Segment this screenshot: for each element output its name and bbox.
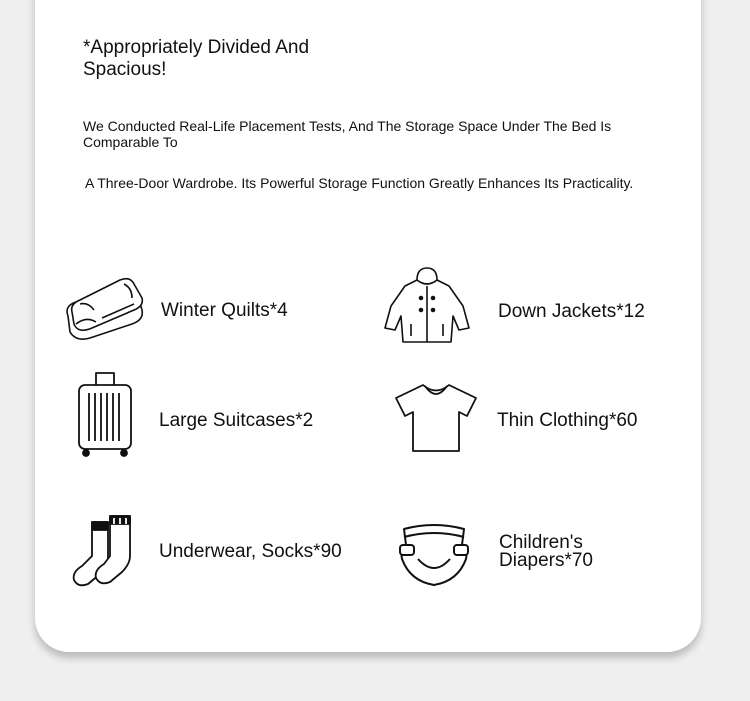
item-label-childrens-diapers: Children's Diapers*70 — [499, 532, 593, 571]
item-label-winter-quilts: Winter Quilts*4 — [161, 300, 288, 321]
jacket-icon — [381, 266, 473, 346]
diaper-icon — [398, 519, 470, 587]
tshirt-icon — [393, 382, 479, 454]
suitcase-icon — [76, 371, 134, 457]
description-paragraph-continued: A Three-Door Wardrobe. Its Powerful Storage Function Greatly Enhances Its Practicality. — [85, 175, 634, 191]
item-label-large-suitcases: Large Suitcases*2 — [159, 410, 314, 431]
description-paragraph: We Conducted Real-Life Placement Tests, And The Storage Space Under The Bed Is Comparable To — [83, 118, 612, 150]
item-label-down-jackets: Down Jackets*12 — [498, 301, 645, 322]
item-label-underwear-socks: Underwear, Socks*90 — [159, 541, 342, 562]
folded-quilt-icon — [62, 276, 148, 348]
section-heading: *Appropriately Divided And Spacious! — [83, 37, 310, 80]
item-label-thin-clothing: Thin Clothing*60 — [497, 410, 638, 431]
socks-icon — [70, 514, 134, 588]
